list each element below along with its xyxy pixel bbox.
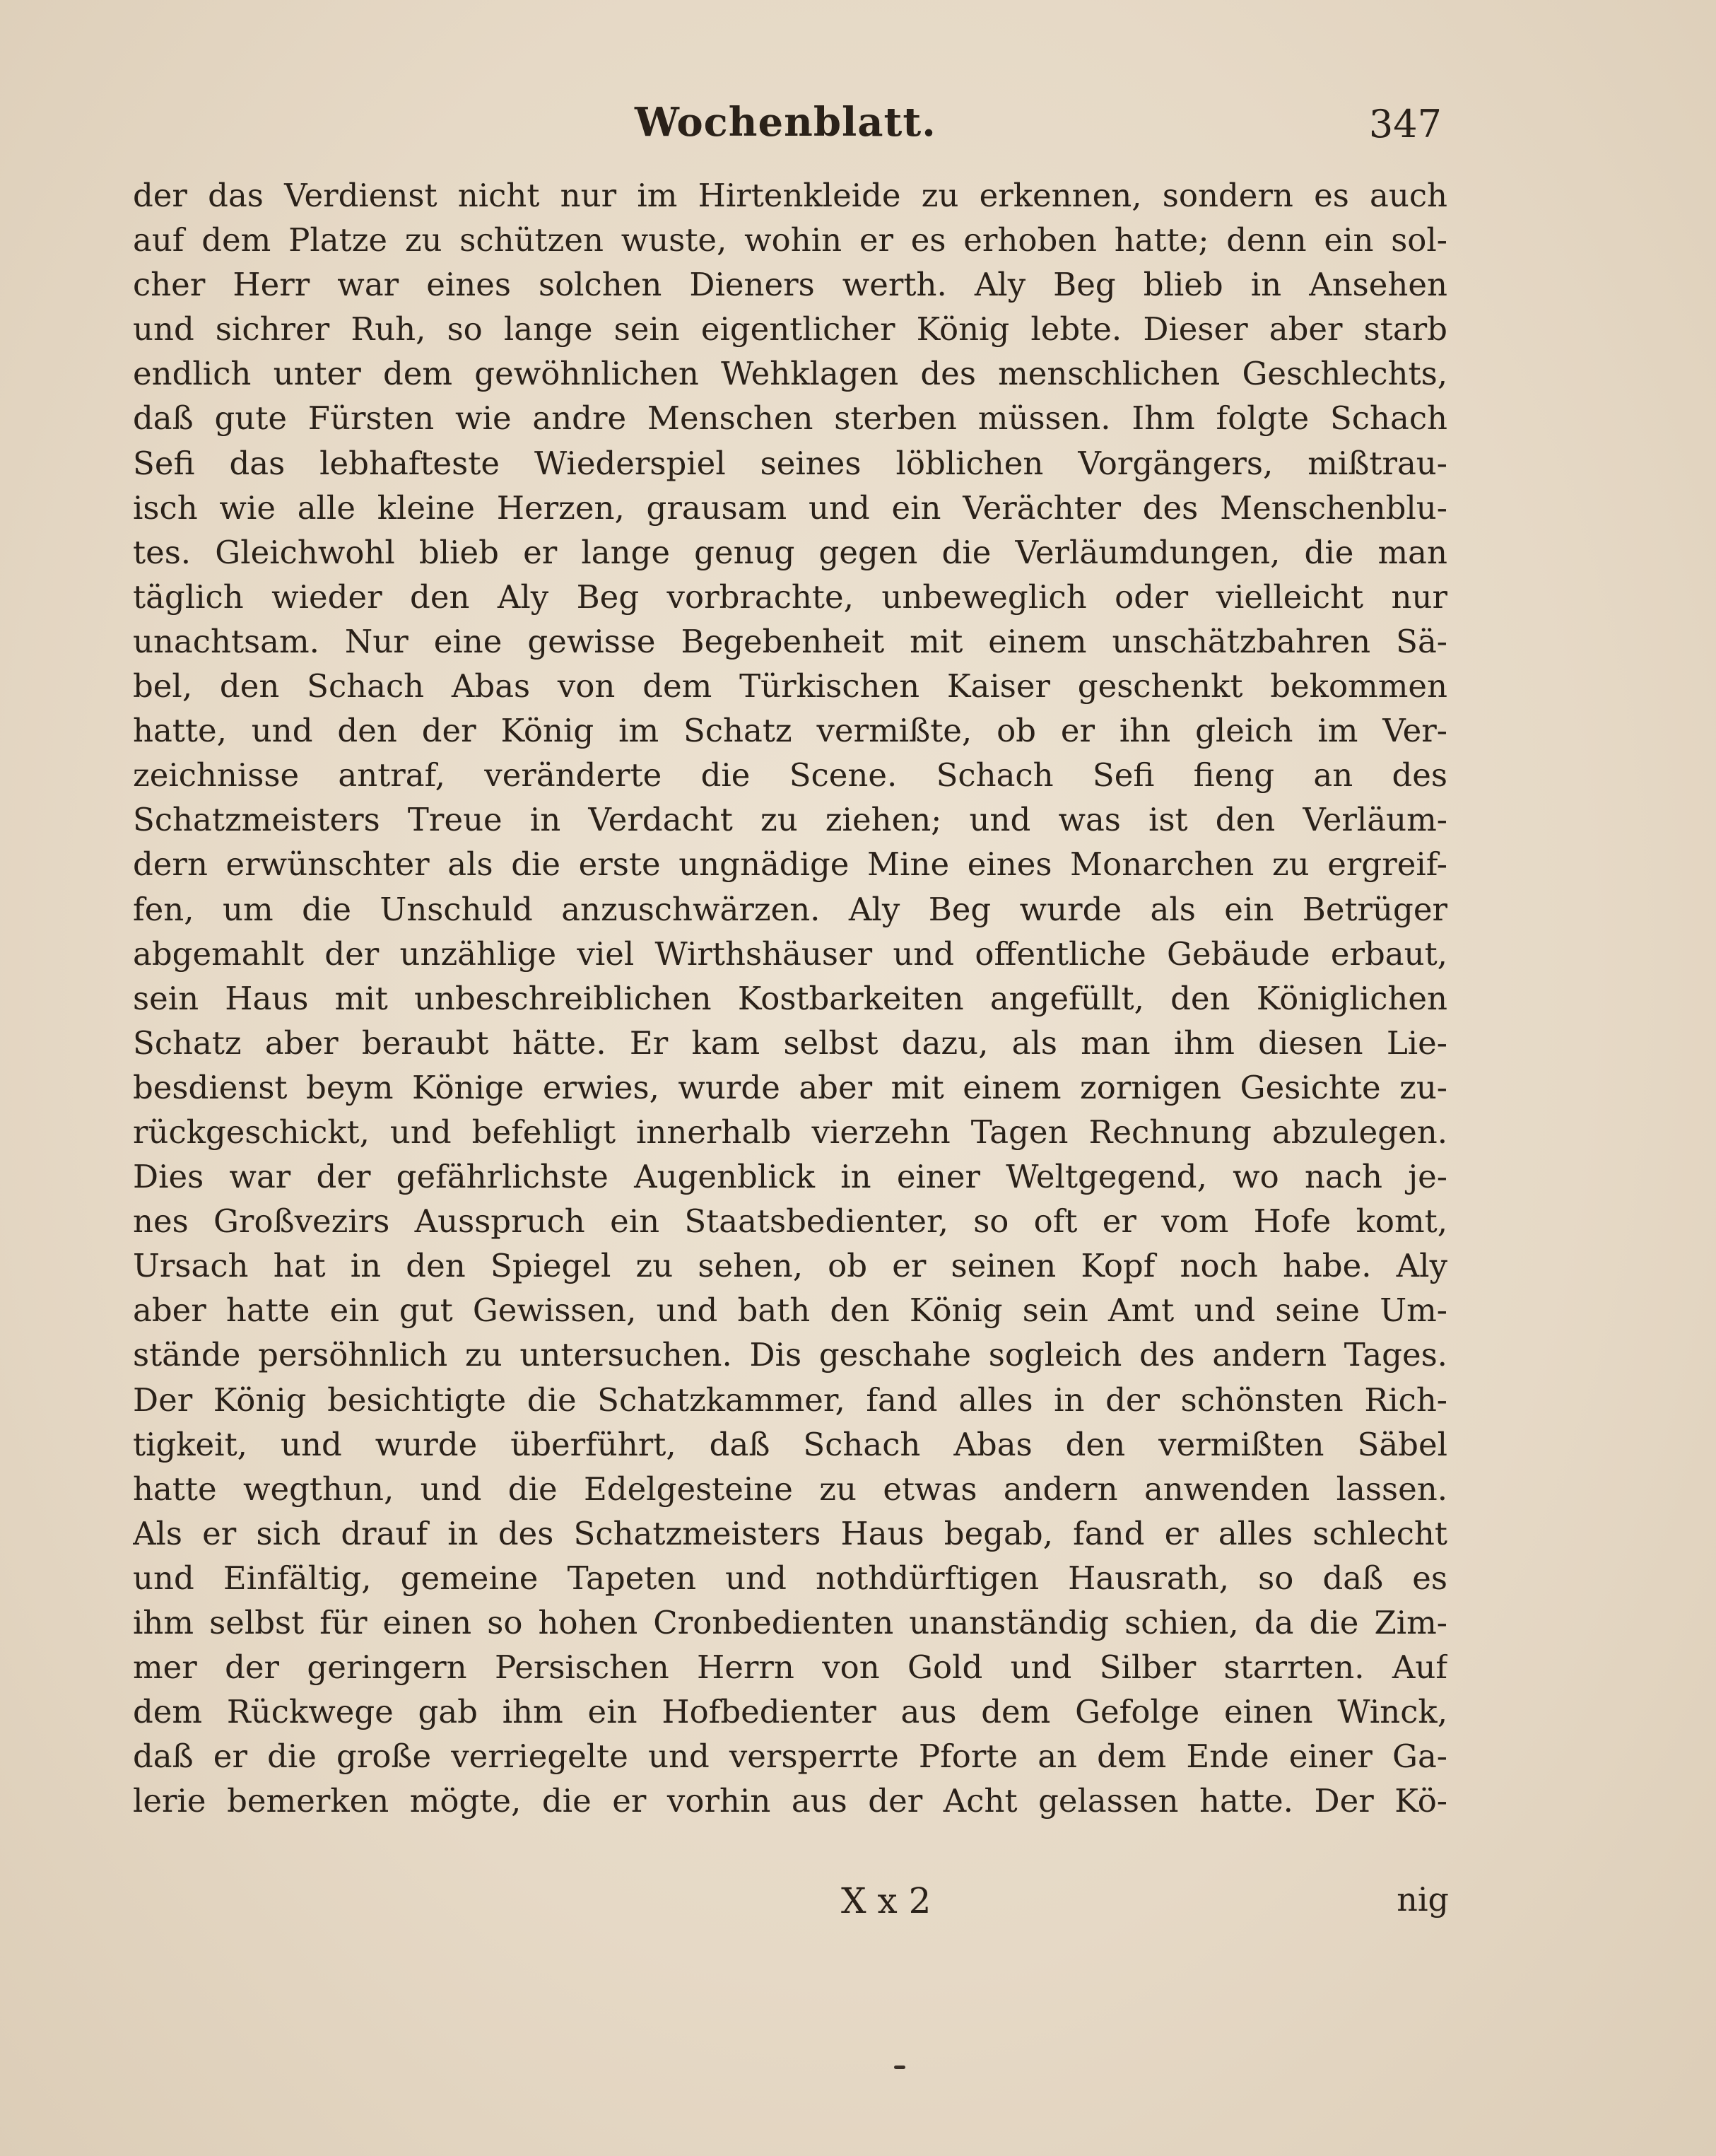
text-line: zeichnisse antraf, veränderte die Scene. Schach Sefi fieng an des xyxy=(133,756,1447,795)
text-line: stände persöhnlich zu untersuchen. Dis geschahe sogleich des andern Tages. xyxy=(133,1336,1447,1374)
signature-mark: X x 2 xyxy=(841,1880,932,1921)
text-line: dern erwünschter als die erste ungnädige Mine eines Monarchen zu ergreif- xyxy=(133,845,1447,884)
text-line: unachtsam. Nur eine gewisse Begebenheit mit einem unschätzbahren Sä- xyxy=(133,622,1447,660)
text-line: hatte wegthun, und die Edelgesteine zu etwas andern anwenden lassen. xyxy=(133,1470,1447,1508)
text-line: daß er die große verriegelte und versperrte Pforte an dem Ende einer Ga- xyxy=(133,1738,1447,1776)
text-line: Ursach hat in den Spiegel zu sehen, ob er seinen Kopf noch habe. Aly xyxy=(133,1247,1447,1285)
text-line: besdienst beym Könige erwies, wurde aber mit einem zornigen Gesichte zu- xyxy=(133,1068,1447,1106)
text-line: rückgeschickt, und befehligt innerhalb vierzehn Tagen Rechnung abzulegen. xyxy=(133,1113,1447,1151)
text-line: auf dem Platze zu schützen wuste, wohin er es erhoben hatte; denn ein sol- xyxy=(133,221,1447,259)
text-line: bel, den Schach Abas von dem Türkischen Kaiser geschenkt bekommen xyxy=(133,667,1447,705)
text-line: täglich wieder den Aly Beg vorbrachte, unbeweglich oder vielleicht nur xyxy=(133,578,1447,616)
text-line: nes Großvezirs Ausspruch ein Staatsbedienter, so oft er vom Hofe komt, xyxy=(133,1202,1447,1241)
text-line: Dies war der gefährlichste Augenblick in einer Weltgegend, wo nach je- xyxy=(133,1158,1447,1196)
page-number: 347 xyxy=(1368,102,1442,146)
text-line: isch wie alle kleine Herzen, grausam und ein Verächter des Menschenblu- xyxy=(133,488,1447,527)
text-line: sein Haus mit unbeschreiblichen Kostbarkeiten angefüllt, den Königlichen xyxy=(133,979,1447,1017)
text-line: ihm selbst für einen so hohen Cronbedienten unanständig schien, da die Zim- xyxy=(133,1604,1447,1641)
text-line: lerie bemerken mögte, die er vorhin aus der Acht gelassen hatte. Der Kö- xyxy=(133,1782,1447,1820)
text-line: der das Verdienst nicht nur im Hirtenkleide zu erkennen, sondern es auch xyxy=(133,177,1447,214)
text-line: Der König besichtigte die Schatzkammer, fand alles in der schönsten Rich- xyxy=(133,1381,1447,1419)
text-line: tigkeit, und wurde überführt, daß Schach Abas den vermißten Säbel xyxy=(133,1425,1447,1463)
text-line: hatte, und den der König im Schatz vermißte, ob er ihn gleich im Ver- xyxy=(133,712,1447,750)
catchword: nig xyxy=(1397,1880,1449,1918)
text-line: Schatz aber beraubt hätte. Er kam selbst dazu, als man ihm diesen Lie- xyxy=(133,1024,1447,1062)
running-title: Wochenblatt. xyxy=(635,99,936,146)
text-line: endlich unter dem gewöhnlichen Wehklagen des menschlichen Geschlechts, xyxy=(133,355,1447,393)
text-line: abgemahlt der unzählige viel Wirthshäuser und offentliche Gebäude erbaut, xyxy=(133,935,1447,973)
body-text xyxy=(133,173,1447,1823)
text-line: und sichrer Ruh, so lange sein eigentlicher König lebte. Dieser aber starb xyxy=(133,310,1447,348)
text-line: dem Rückwege gab ihm ein Hofbedienter aus dem Gefolge einen Winck, xyxy=(133,1693,1447,1731)
text-line: tes. Gleichwohl blieb er lange genug gegen die Verläumdungen, die man xyxy=(133,533,1447,571)
ink-speck xyxy=(894,2066,905,2069)
text-line: fen, um die Unschuld anzuschwärzen. Aly Beg wurde als ein Betrüger xyxy=(133,890,1447,928)
page-footer xyxy=(134,1880,1449,1937)
text-line: Sefi das lebhafteste Wiederspiel seines löblichen Vorgängers, mißtrau- xyxy=(133,444,1447,482)
text-line: aber hatte ein gut Gewissen, und bath den König sein Amt und seine Um- xyxy=(133,1291,1447,1330)
text-line: cher Herr war eines solchen Dieners werth. Aly Beg blieb in Ansehen xyxy=(133,266,1447,304)
text-line: Schatzmeisters Treue in Verdacht zu ziehen; und was ist den Verläum- xyxy=(133,801,1447,839)
text-line: Als er sich drauf in des Schatzmeisters Haus begab, fand er alles schlecht xyxy=(133,1514,1447,1552)
page-header xyxy=(134,99,1442,163)
text-line: mer der geringern Persischen Herrn von Gold und Silber starrten. Auf xyxy=(133,1648,1447,1687)
text-line: daß gute Fürsten wie andre Menschen sterben müssen. Ihm folgte Schach xyxy=(133,399,1447,438)
text-line: und Einfältig, gemeine Tapeten und nothdürftigen Hausrath, so daß es xyxy=(133,1559,1447,1597)
